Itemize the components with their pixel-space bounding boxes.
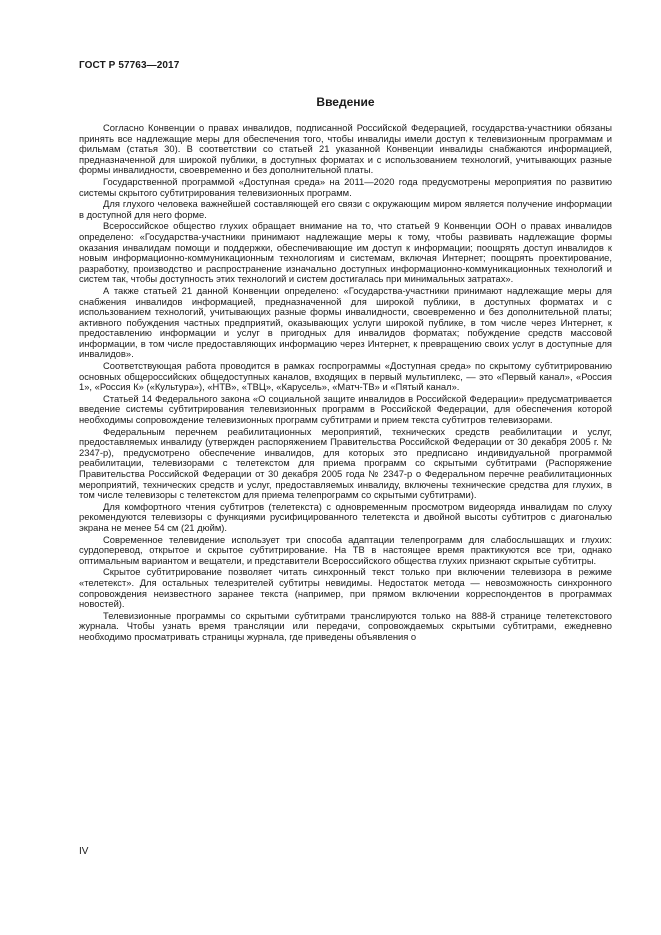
paragraph: Для комфортного чтения субтитров (телетекста) с одновременным просмотром видеоряда инвалидам по слуху рекомендуются телевизоры с функциями русифицированного телетекста и двойной высоты субтитров с диагональю экрана не менее 54 см (21 дюйм). [79,500,612,533]
paragraph: Скрытое субтитрирование позволяет читать синхронный текст только при включении телевизора в режиме «телетекст». Для остальных телезрителей субтитры невидимы. Недостаток метода — невозможность синхронного сопровождения неизвестного заранее текста (например, при прямом включении корреспондентов в программах новостей). [79,566,612,610]
paragraph: А также статьей 21 данной Конвенции определено: «Государства-участники принимают надлежащие меры для снабжения инвалидов информацией, предназначенной для широкой публики, в доступных форматах и с использованием технологий, учитывающих разные формы инвалидности, своевременно и без дополнительной платы; активного побуждения частных предприятий, оказывающих услуги широкой публике, в том числе через Интернет, к предоставлению информации и услуг в пригодных для инвалидов форматах; побуждение средств массовой информации, в том числе предоставляющих информацию через Интернет, к превращению своих услуг в доступные для инвалидов». [79,284,612,360]
section-title: Введение [316,95,375,109]
paragraph: Статьей 14 Федерального закона «О социальной защите инвалидов в Российской Федерации» предусматривается введение системы субтитрирования телевизионных программ в Российской Федерации, для обеспечения которой необходимы сопровождение телевизионных программ субтитрами и прием текста субтитров телевизорами. [79,392,612,426]
paragraph: Согласно Конвенции о правах инвалидов, подписанной Российской Федерацией, государства-участники обязаны принять все надлежащие меры для обеспечения того, чтобы инвалиды имели доступ к телевизионным программам и фильмам (статья 30). В соответствии со статьей 21 указанной Конвенции инвалиды снабжаются информацией, предназначенной для широкой публики, в доступных форматах и с использованием технологий, учитывающих разные формы инвалидности, своевременно и без дополнительной платы. [79,122,612,176]
paragraph: Всероссийское общество глухих обращает внимание на то, что статьей 9 Конвенции ООН о правах инвалидов определено: «Государства-участники принимают надлежащие меры к тому, чтобы развивать надлежащие формы оказания инвалидам помощи и поддержки, обеспечивающие им доступ к информации; поощрять доступ инвалидов к новым информационно-коммуникационным технологиям и системам, включая Интернет; поощрять проектирование, разработку, производство и распространение изначально доступных информационно-коммуникационных технологий и систем так, чтобы доступность этих технологий и систем достигалась при минимальных затратах». [79,220,612,285]
paragraph: Для глухого человека важнейшей составляющей его связи с окружающим миром является получение информации в доступной для него форме. [79,198,612,220]
paragraph: Современное телевидение использует три способа адаптации телепрограмм для слабослышащих и глухих: сурдоперевод, открытое и скрытое субтитрирование. На ТВ в настоящее время практикуются все три, однако оптимальным вариантом и вещатели, и представители Всероссийского общества глухих признают скрытые субтитры. [79,533,612,566]
paragraph: Федеральным перечнем реабилитационных мероприятий, технических средств реабилитации и услуг, предоставляемых инвалиду (утвержден распоряжением Правительства Российской Федерации от 30 декабря 2005 г. № 2347-р), предусмотрено обеспечение инвалидов, для которых это предписано индивидуальной программой реабилитации, телевизорами с телетекстом для приема программ со скрытыми субтитрами (Распоряжение Правительства Российской Федерации от 30 декабря 2005 года № 2347-р о Федеральном перечне реабилитационных мероприятий, технических средств и услуг, предоставляемых инвалиду, включены технические средства для глухих, в том числе телевизоры с телетекстом для приема телепрограмм со скрытыми субтитрами). [79,425,612,501]
paragraph: Государственной программой «Доступная среда» на 2011—2020 года предусмотрены мероприятия по развитию системы скрытого субтитрирования телевизионных программ. [79,175,612,198]
paragraph: Телевизионные программы со скрытыми субтитрами транслируются только на 888-й странице телетекстового журнала. Чтобы узнать время трансляции или передачи, сопровождаемых скрытыми субтитрами, ежедневно необходимо просматривать страницы журнала, где приведены объявления о [79,609,612,642]
page-number: IV [79,846,89,857]
body-text [79,123,612,644]
paragraph: Соответствующая работа проводится в рамках госпрограммы «Доступная среда» по скрытому субтитрированию основных общероссийских общедоступных каналов, входящих в первый мультиплекс, — это «Первый канал», «Россия 1», «Россия К» («Культура»), «НТВ», «ТВЦ», «Карусель», «Матч-ТВ» и «Пятый канал». [79,360,612,393]
standard-designation: ГОСТ Р 57763—2017 [79,60,180,71]
